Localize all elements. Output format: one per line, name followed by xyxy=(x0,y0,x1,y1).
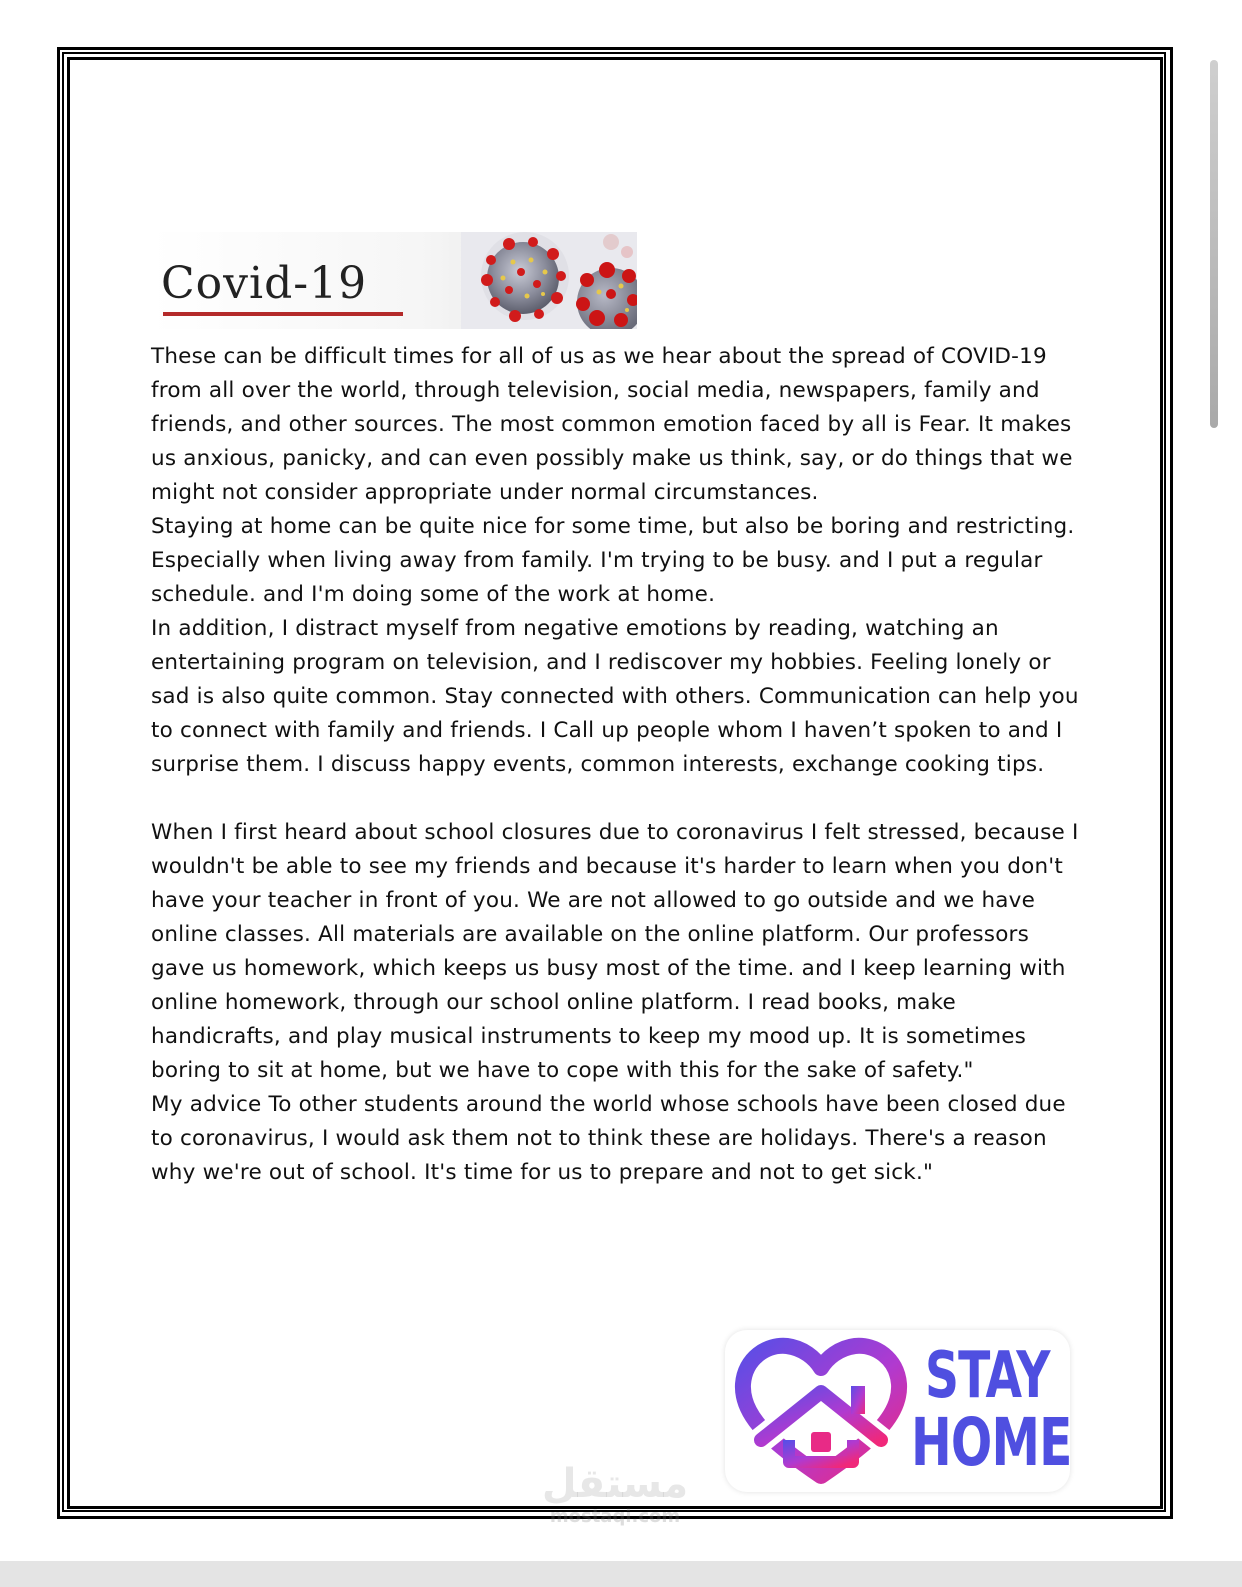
badge-stay-text: STAY xyxy=(925,1339,1050,1413)
watermark-latin: mostaqi.com xyxy=(549,1506,681,1527)
paragraph: When I first heard about school closures due to coronavirus I felt stressed, because I wouldn't be able to see my friends and because it's harder to learn when you don't have your teacher in front of you. We are not allowed to go outside and we have online classes. All materials are available on the online platform. Our professors gave us homework, which keeps us busy most of the time. and I keep learning with online homework, through our school online platform. I read books, make handicrafts, and play musical instruments to keep my mood up. It is sometimes boring to sit at home, but we have to cope with this for the sake of safety." xyxy=(151,820,1079,1083)
title-banner xyxy=(151,232,637,329)
watermark-arabic: مستقل xyxy=(541,1461,689,1507)
title-underline xyxy=(163,312,403,316)
bottom-bar xyxy=(0,1561,1242,1587)
scrollbar-thumb[interactable] xyxy=(1210,60,1218,428)
heart-house-icon xyxy=(731,1336,911,1488)
coronavirus-icon xyxy=(461,232,637,329)
stay-home-badge xyxy=(725,1330,1070,1492)
page-title: Covid-19 xyxy=(161,258,368,309)
badge-home-text: HOME xyxy=(911,1404,1072,1481)
paragraph: These can be difficult times for all of us as we hear about the spread of COVID-19 from all over the world, through television, social media, newspapers, family and friends, and other sources. The most common emotion faced by all is Fear. It makes us anxious, panicky, and can even possibly make us think, say, or do things that we might not consider appropriate under normal circumstances. xyxy=(151,344,1073,505)
paragraph: My advice To other students around the world whose schools have been closed due to coronavirus, I would ask them not to think these are holidays. There's a reason why we're out of school. It's time for us to prepare and not to get sick." xyxy=(151,1092,1066,1185)
watermark xyxy=(530,1462,700,1538)
paragraph: In addition, I distract myself from negative emotions by reading, watching an entertaining program on television, and I rediscover my hobbies. Feeling lonely or sad is also quite common. Stay connected with others. Communication can help you to connect with family and friends. I Call up people whom I haven’t spoken to and I surprise them. I discuss happy events, common interests, exchange cooking tips. xyxy=(151,616,1079,777)
paragraph: Staying at home can be quite nice for some time, but also be boring and restricting. Especially when living away from family. I'm trying to be busy. and I put a regular schedule. and I'm doing some of the work at home. xyxy=(151,514,1075,607)
article-body xyxy=(151,340,1086,1190)
